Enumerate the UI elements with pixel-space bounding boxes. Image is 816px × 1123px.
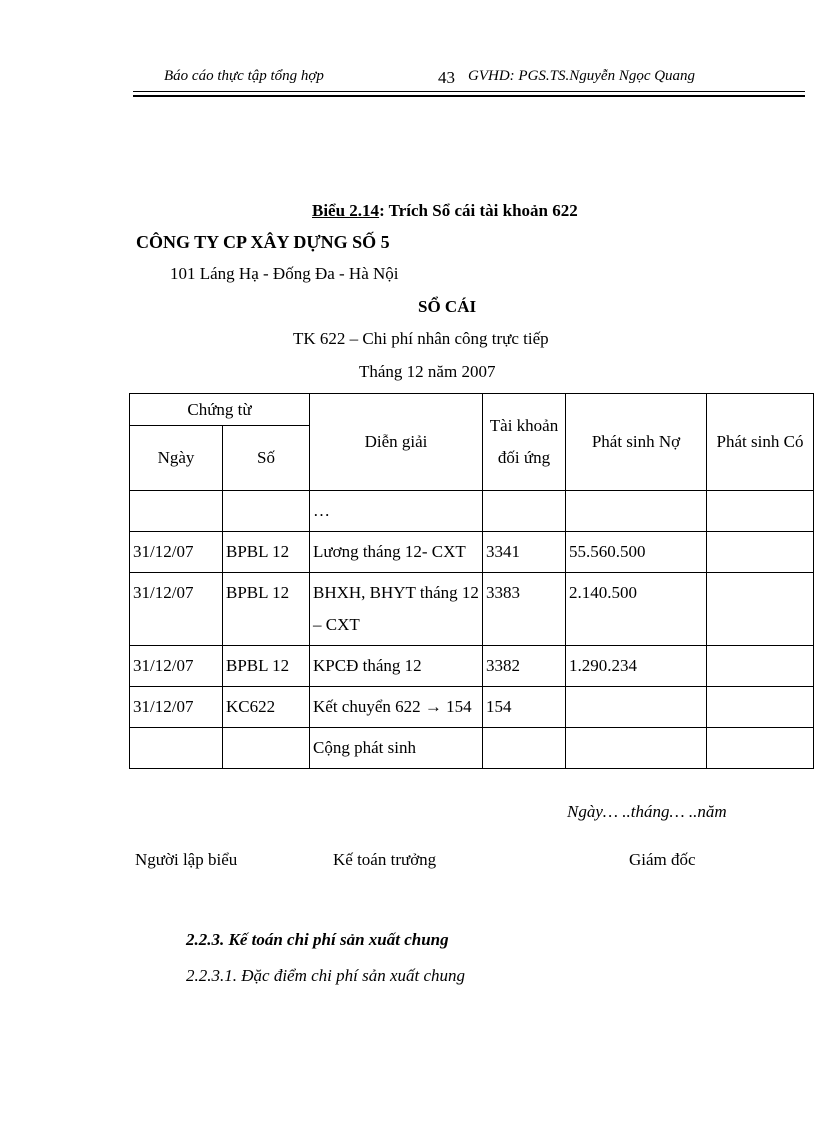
caption xyxy=(312,201,578,221)
cell-no xyxy=(566,728,707,769)
header-no: Phát sinh Nợ xyxy=(566,394,707,491)
header-co: Phát sinh Có xyxy=(707,394,814,491)
table-row xyxy=(130,573,814,646)
caption-title: : Trích Sổ cái tài khoản 622 xyxy=(379,201,578,220)
cell-so: KC622 xyxy=(223,687,310,728)
cell-so: BPBL 12 xyxy=(223,532,310,573)
date-line: Ngày… ..tháng… ..năm xyxy=(567,802,727,821)
cell-co xyxy=(707,573,814,646)
cell-so: BPBL 12 xyxy=(223,573,310,646)
cell-ngay xyxy=(130,728,223,769)
cell-so xyxy=(223,728,310,769)
section-heading: 2.2.3. Kế toán chi phí sản xuất chung xyxy=(186,930,449,949)
account-title: TK 622 – Chi phí nhân công trực tiếp xyxy=(293,329,549,348)
company-address: 101 Láng Hạ - Đống Đa - Hà Nội xyxy=(170,264,399,283)
cell-co xyxy=(707,491,814,532)
cell-no: 2.140.500 xyxy=(566,573,707,646)
cell-no: 55.560.500 xyxy=(566,532,707,573)
header-so: Số xyxy=(223,426,310,491)
cell-dien-giai: BHXH, BHYT tháng 12 – CXT xyxy=(310,573,483,646)
header-ngay: Ngày xyxy=(130,426,223,491)
cell-co xyxy=(707,728,814,769)
header-rule xyxy=(133,91,805,92)
cell-tk: 154 xyxy=(483,687,566,728)
signature-director: Giám đốc xyxy=(629,850,696,869)
cell-tk: 3382 xyxy=(483,646,566,687)
cell-no xyxy=(566,687,707,728)
company-name: CÔNG TY CP XÂY DỰNG SỐ 5 xyxy=(136,232,390,252)
header-tai-khoan: Tài khoản đối ứng xyxy=(483,394,566,491)
cell-dien-giai: Kết chuyển 622 → 154 xyxy=(310,687,483,728)
table-row xyxy=(130,728,814,769)
header-right: GVHD: PGS.TS.Nguyễn Ngọc Quang xyxy=(468,68,696,84)
table-row xyxy=(130,646,814,687)
cell-ngay: 31/12/07 xyxy=(130,687,223,728)
cell-dien-giai: Cộng phát sinh xyxy=(310,728,483,769)
cell-dien-giai: KPCĐ tháng 12 xyxy=(310,646,483,687)
cell-ngay: 31/12/07 xyxy=(130,573,223,646)
cell-ngay: 31/12/07 xyxy=(130,532,223,573)
cell-ngay xyxy=(130,491,223,532)
page-number: 43 xyxy=(438,68,455,87)
cell-dien-giai: … xyxy=(310,491,483,532)
cell-co xyxy=(707,532,814,573)
cell-tk: 3383 xyxy=(483,573,566,646)
ledger-title: SỔ CÁI xyxy=(418,297,477,316)
cell-co xyxy=(707,687,814,728)
header-rule-thick xyxy=(133,95,805,97)
header-left: Báo cáo thực tập tổng hợp xyxy=(164,68,324,84)
cell-ngay: 31/12/07 xyxy=(130,646,223,687)
cell-tk xyxy=(483,491,566,532)
table-row xyxy=(130,687,814,728)
cell-no: 1.290.234 xyxy=(566,646,707,687)
cell-so: BPBL 12 xyxy=(223,646,310,687)
cell-so xyxy=(223,491,310,532)
cell-no xyxy=(566,491,707,532)
cell-co xyxy=(707,646,814,687)
period: Tháng 12 năm 2007 xyxy=(359,362,496,381)
cell-dien-giai: Lương tháng 12- CXT xyxy=(310,532,483,573)
cell-tk xyxy=(483,728,566,769)
header-chung-tu: Chứng từ xyxy=(130,394,310,426)
ledger-table xyxy=(129,393,814,769)
signature-preparer: Người lập biểu xyxy=(135,850,238,869)
caption-label: Biểu 2.14 xyxy=(312,201,380,220)
section-subheading: 2.2.3.1. Đặc điểm chi phí sản xuất chung xyxy=(186,966,466,985)
header-dien-giai: Diễn giải xyxy=(310,394,483,491)
table-row xyxy=(130,532,814,573)
signature-chief-accountant: Kế toán trưởng xyxy=(333,850,437,869)
table-row xyxy=(130,491,814,532)
cell-tk: 3341 xyxy=(483,532,566,573)
